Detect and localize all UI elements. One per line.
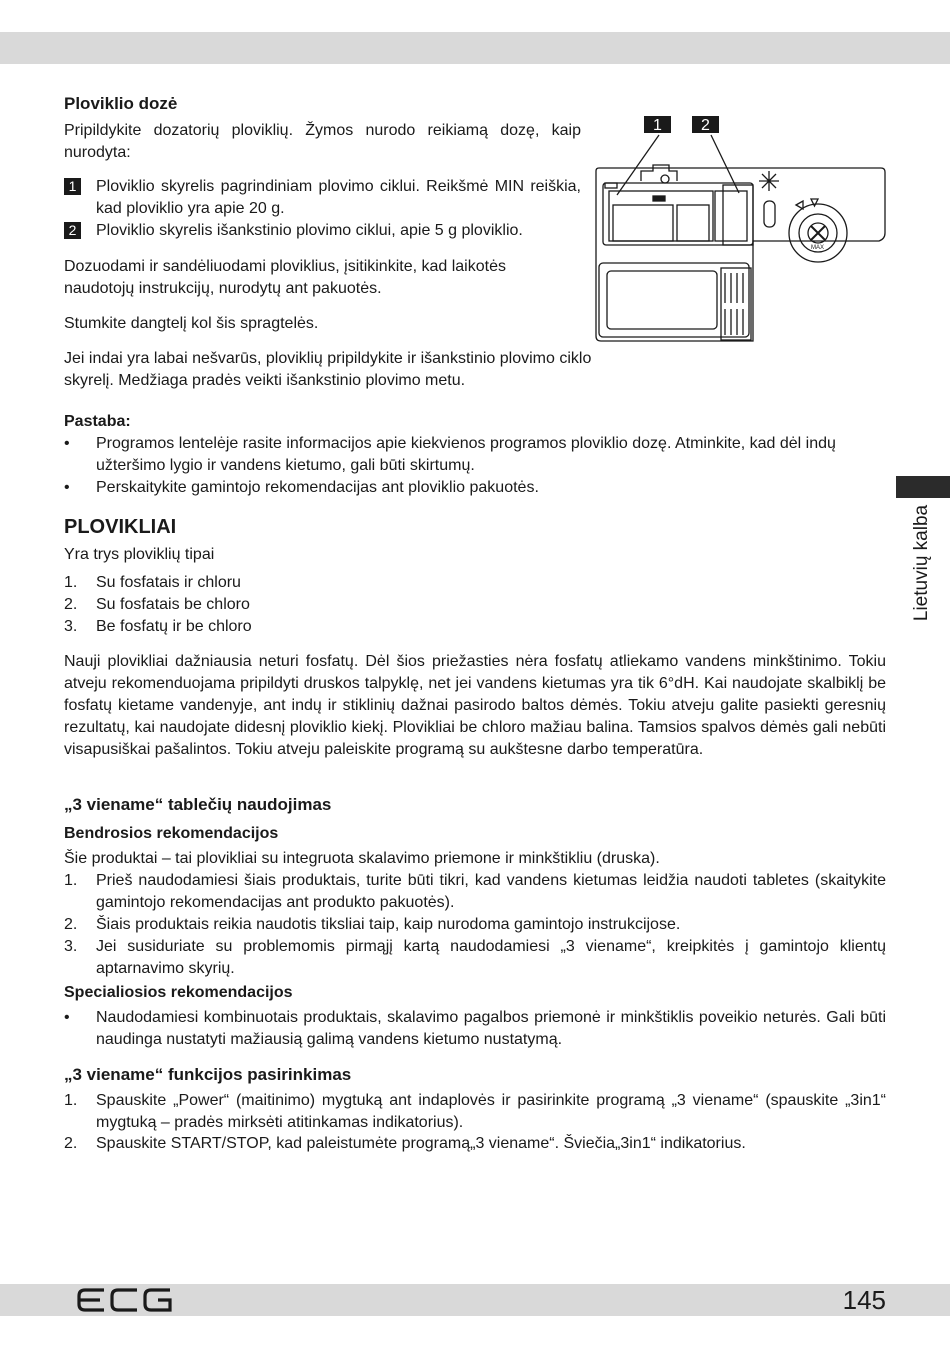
list-number: 1. [64, 1092, 78, 1109]
detergent-type-text: Su fosfatais be chloro [96, 596, 250, 613]
dosing-paragraph: Dozuodami ir sandėliuodami ploviklius, įsitikinkite, kad laikotės naudotojų instrukcijų, nurodytų ant pakuotės. [64, 258, 506, 297]
general-item [64, 914, 886, 936]
header-band [0, 32, 950, 64]
diagram-label-1: 1 [653, 117, 662, 134]
function-step [64, 1090, 886, 1134]
lid-paragraph: Stumkite dangtelį kol šis spragtelės. [64, 315, 319, 332]
function-step-text: Spauskite „Power“ (maitinimo) mygtuką ant indaplovės ir pasirinkite programą „3 viename“ (spauskite „3in1“ mygtuką – pradės mirksėti atitinkamas indikatorius). [96, 1092, 886, 1131]
detergent-type-text: Su fosfatais ir chloru [96, 574, 241, 591]
detergents-title: PLOVIKLIAI [64, 516, 177, 538]
function-step-text: Spauskite START/STOP, kad paleistumėte programą„3 viename“. Šviečia„3in1“ indikatorius. [96, 1135, 746, 1152]
detergent-type [64, 616, 886, 638]
note-item-text: Programos lentelėje rasite informacijos apie kiekvienos programos ploviklio dozę. Atminkite, kad dėl indų užteršimo lygio ir vandens kietumo, gali būti skirtumų. [96, 435, 836, 474]
detergents-intro: Yra trys ploviklių tipai [64, 546, 215, 563]
note-item [64, 433, 886, 477]
detergent-type [64, 572, 886, 594]
dial-max-label: MAX [811, 245, 825, 251]
special-item [64, 1007, 886, 1051]
bullet: • [64, 1009, 70, 1026]
dose-item-2 [64, 220, 581, 242]
general-item-text: Prieš naudodamiesi šiais produktais, turite būti tikri, kad vandens kietumas leidžia naudoti tabletes (skaitykite gamintojo rekomendacijas ant produkto pakuotės). [96, 872, 886, 911]
general-item-text: Šiais produktais reikia naudotis tiksliai taip, kaip nurodoma gamintojo instrukcijose. [96, 916, 681, 933]
detergent-type [64, 594, 886, 616]
marker-1-badge: 1 [64, 178, 81, 195]
general-item-text: Jei susiduriate su problemomis pirmąjį kartą naudodamiesi „3 viename“, kreipkitės į gamintojo klientų aptarnavimo skyrių. [96, 938, 886, 977]
bullet: • [64, 479, 70, 496]
special-recommendations-title: Specialiosios rekomendacijos [64, 984, 293, 1001]
list-number: 2. [64, 596, 78, 613]
tablets-title: „3 viename“ tablečių naudojimas [64, 795, 332, 814]
ecg-logo [76, 1286, 174, 1314]
list-number: 3. [64, 618, 78, 635]
special-item-text: Naudodamiesi kombinuotais produktais, skalavimo pagalbos priemonė ir minkštiklis poveikio neturės. Gali būti naudinga nustatyti mažiausią galimą vandens kietumo nustatymą. [96, 1009, 886, 1048]
general-item [64, 870, 886, 914]
prewash-paragraph: Jei indai yra labai nešvarūs, ploviklių pripildykite ir išankstinio plovimo ciklo skyrelį. Medžiaga pradės veikti išankstinio plovimo metu. [64, 350, 592, 389]
dose-item-text: Ploviklio skyrelis pagrindiniam plovimo ciklui. Reikšmė MIN reiškia, kad ploviklio yra apie 20 g. [96, 178, 581, 217]
function-step [64, 1133, 886, 1155]
language-tab-marker [896, 476, 950, 498]
dose-item-1 [64, 176, 581, 220]
list-number: 2. [64, 1135, 78, 1152]
detergents-paragraph: Nauji plovikliai dažniausia neturi fosfatų. Dėl šios priežasties nėra fosfatų atliekamo vandens minkštinimo. Tokiu atveju rekomenduojama pripildyti druskos talpyklę, net jei vandens kietumas yra tik 6°dH. Kai naudojate skalbiklį be fosfatų kietame vandenyje, ant indų ir stiklinių dažnai pasirodo baltos dėmės. Tokiu atveju galite pasiekti geresnių rezultatų, kai naudojate didesnį ploviklio kiekį. Plovikliai be chloro mažiau balina. Tamsios spalvos dėmės gali nebūti visapusiškai pašalintos. Tokiu atveju paleiskite programą su aukštesne darbo temperatūra. [64, 653, 886, 758]
language-label-text: Lietuvių kalba [911, 504, 932, 622]
general-recommendations-title: Bendrosios rekomendacijos [64, 825, 279, 842]
diagram-label-2: 2 [701, 117, 710, 134]
note-item-text: Perskaitykite gamintojo rekomendacijas ant ploviklio pakuotės. [96, 479, 539, 496]
marker-2-badge: 2 [64, 222, 81, 239]
general-intro: Šie produktai – tai plovikliai su integruota skalavimo priemone ir minkštikliu (druska). [64, 850, 660, 867]
list-number: 3. [64, 938, 78, 955]
detergent-dose-title: Ploviklio dozė [64, 94, 178, 113]
list-number: 2. [64, 916, 78, 933]
list-number: 1. [64, 574, 78, 591]
note-item [64, 477, 886, 499]
dose-item-text: Ploviklio skyrelis išankstinio plovimo ciklui, apie 5 g ploviklio. [96, 222, 523, 239]
bullet: • [64, 435, 70, 452]
detergent-type-text: Be fosfatų ir be chloro [96, 618, 252, 635]
page-number: 145 [842, 1285, 886, 1315]
detergent-dose-intro: Pripildykite dozatorių ploviklių. Žymos nurodo reikiamą dozę, kaip nurodyta: [64, 122, 581, 161]
list-number: 1. [64, 872, 78, 889]
function-title: „3 viename“ funkcijos pasirinkimas [64, 1065, 352, 1084]
general-item [64, 936, 886, 980]
dispenser-diagram [593, 113, 887, 345]
note-title: Pastaba: [64, 413, 131, 430]
